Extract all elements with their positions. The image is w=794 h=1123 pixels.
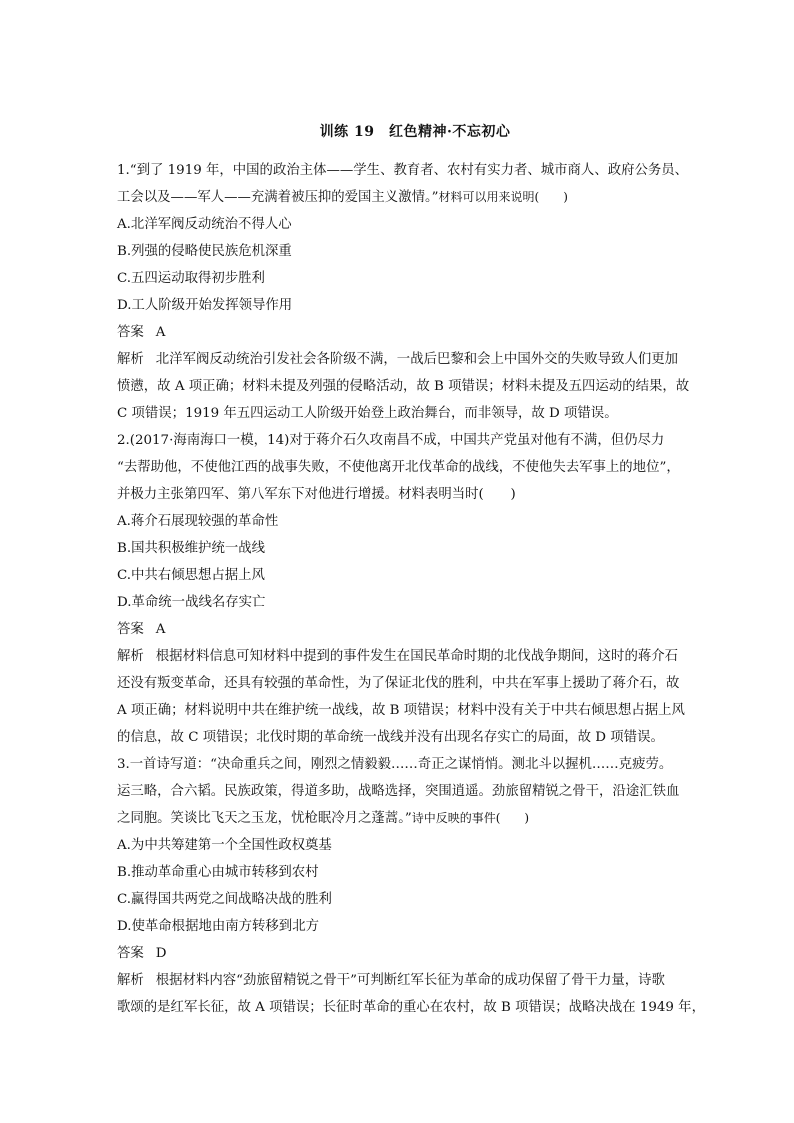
q3-option-a: A.为中共筹建第一个全国性政权奠基 — [117, 838, 332, 853]
answer-value: A — [155, 622, 166, 637]
q2-stem-line-2: “去帮助他，不使他江西的战事失败，不使他离开北伐革命的战线，不使他失去军事上的地位”， — [117, 460, 680, 475]
q2-answer — [117, 616, 713, 643]
analysis-text: 根据材料信息可知材料中提到的事件发生在国民革命时期的北伐战争期间，这时的蒋介石 — [155, 649, 679, 664]
answer-label: 答案 — [117, 946, 144, 961]
q1-option-c: C.五四运动取得初步胜利 — [117, 271, 265, 286]
page-title: 训练 19 红色精神·不忘初心 — [319, 124, 511, 140]
q1-option-a: A.北洋军阀反动统治不得人心 — [117, 217, 292, 232]
q3-stem-line-2: 运三略，合六韬。民族政策，得道多助，战略选择，突围逍遥。劲旅留精锐之骨干，沿途汇铁血 — [117, 784, 680, 799]
analysis-text: 根据材料内容“劲旅留精锐之骨干”可判断红军长征为革命的成功保留了骨干力量，诗歌 — [155, 973, 665, 988]
answer-value: D — [155, 946, 167, 961]
q2-option-a: A.蒋介石展现较强的革命性 — [117, 514, 279, 529]
analysis-label: 解析 — [117, 973, 144, 988]
q1-stem-quote: 工会以及——军人——充满着被压抑的爱国主义激情。” — [117, 190, 439, 205]
q2-stem-line-1: 2.(2017·海南海口一模，14)对于蒋介石久攻南昌不成，中国共产党虽对他有不满，但仍尽力 — [117, 433, 665, 448]
answer-value: A — [155, 325, 166, 340]
q1-analysis-line-2: 愤懑，故 A 项正确；材料未提及列强的侵略活动，故 B 项错误；材料未提及五四运动的结果，故 — [117, 379, 690, 394]
q3-option-b: B.推动革命重心由城市转移到农村 — [117, 865, 319, 880]
q2-option-d: D.革命统一战线名存实亡 — [117, 595, 266, 610]
q1-stem-line-2 — [117, 184, 713, 211]
q3-stem-quote: 之同胞。笑谈比飞天之玉龙，忧枪眠冷月之蓬蒿。” — [117, 811, 412, 826]
q2-option-c: C.中共右倾思想占据上风 — [117, 568, 265, 583]
analysis-label: 解析 — [117, 352, 144, 367]
q3-answer — [117, 940, 713, 967]
q3-stem-line-3 — [117, 805, 713, 832]
q3-analysis-line-2: 歌颂的是红军长征，故 A 项错误；长征时革命的重心在农村，故 B 项错误；战略决战在 1949 年， — [117, 1000, 705, 1015]
q1-option-d: D.工人阶级开始发挥领导作用 — [117, 298, 293, 313]
answer-label: 答案 — [117, 325, 144, 340]
q2-analysis-line-1 — [117, 643, 713, 670]
analysis-text: 北洋军阀反动统治引发社会各阶级不满，一战后巴黎和会上中国外交的失败导致人们更加 — [155, 352, 679, 367]
q1-analysis-line-1 — [117, 346, 713, 373]
q3-option-d: D.使革命根据地由南方转移到北方 — [117, 919, 319, 934]
q1-analysis-line-3: C 项错误；1919 年五四运动工人阶级开始登上政治舞台，而非领导，故 D 项错误。 — [117, 406, 618, 421]
document-body — [117, 157, 713, 1021]
q1-stem-question: 材料可以用来说明( ) — [438, 190, 568, 204]
q3-stem-line-1: 3.一首诗写道：“决命重兵之间，刚烈之情毅毅……奇正之谋悄悄。测北斗以握机……克疲劳。 — [117, 757, 673, 772]
q3-stem-question: 诗中反映的事件( ) — [411, 811, 530, 825]
q1-answer — [117, 319, 713, 346]
q3-option-c: C.赢得国共两党之间战略决战的胜利 — [117, 892, 332, 907]
q2-analysis-line-2: 还没有叛变革命，还具有较强的革命性，为了保证北伐的胜利，中共在军事上援助了蒋介石，故 — [117, 676, 680, 691]
q2-option-b: B.国共积极维护统一战线 — [117, 541, 266, 556]
analysis-label: 解析 — [117, 649, 144, 664]
q2-stem-line-3: 并极力主张第四军、第八军东下对他进行增援。材料表明当时( ) — [117, 487, 516, 502]
q1-option-b: B.列强的侵略使民族危机深重 — [117, 244, 292, 259]
q2-analysis-line-4: 的信息，故 C 项错误；北伐时期的革命统一战线并没有出现名存实亡的局面，故 D 项错误。 — [117, 730, 664, 745]
answer-label: 答案 — [117, 622, 144, 637]
q1-stem-line-1: 1.“到了 1919 年，中国的政治主体——学生、教育者、农村有实力者、城市商人、政府公务员、 — [117, 163, 689, 178]
q2-analysis-line-3: A 项正确；材料说明中共在维护统一战线，故 B 项错误；材料中没有关于中共右倾思想占据上风 — [117, 703, 685, 718]
q3-analysis-line-1 — [117, 967, 713, 994]
